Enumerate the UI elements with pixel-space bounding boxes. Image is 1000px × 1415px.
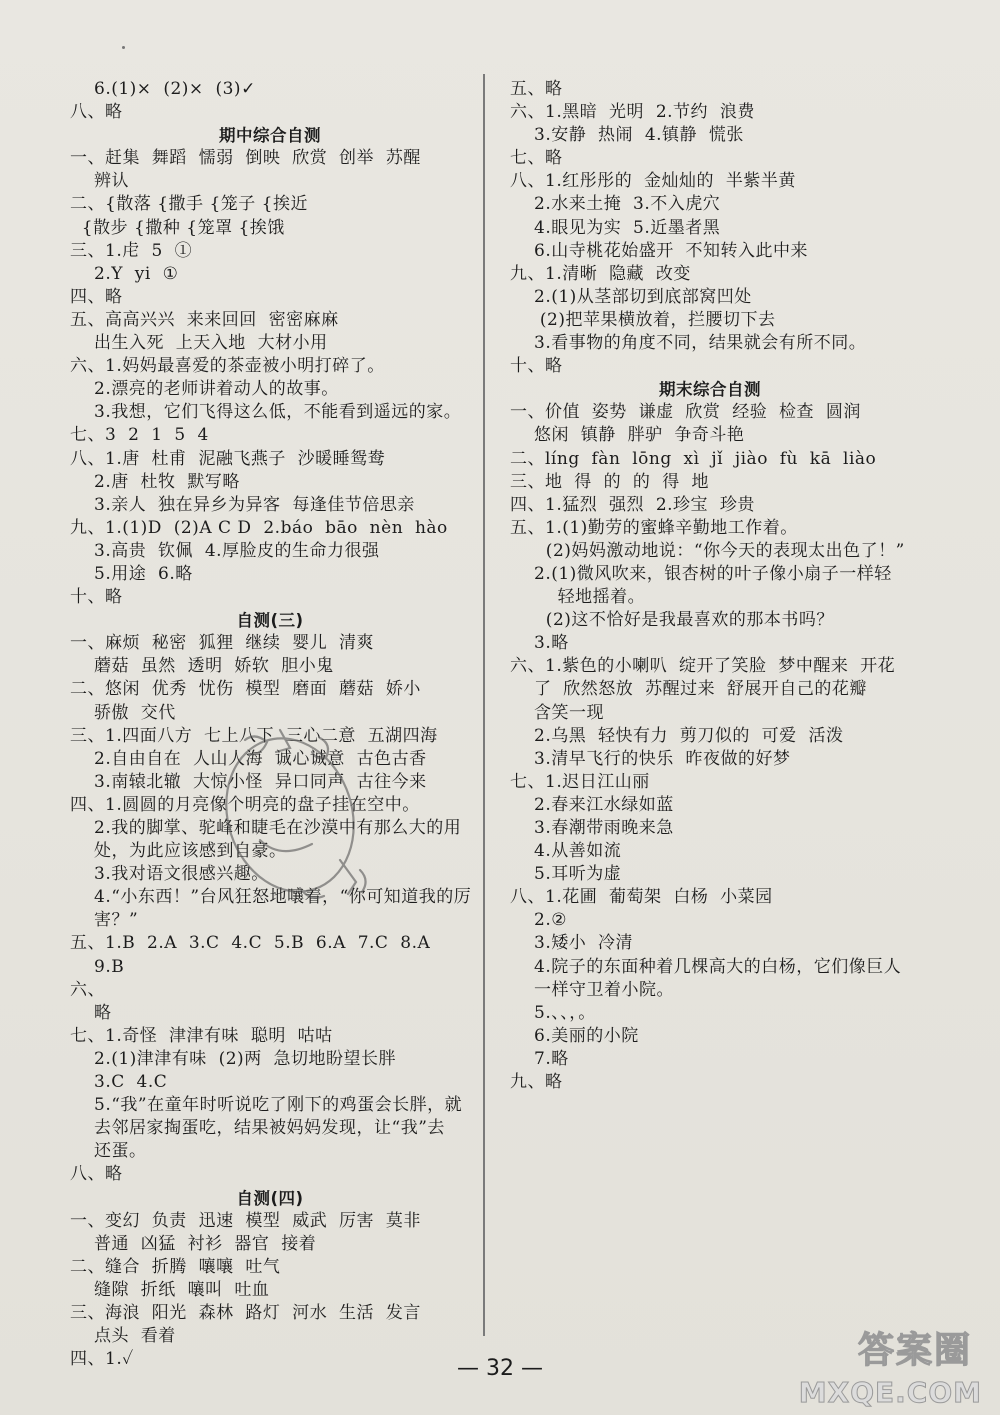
answer-line: 七、略	[510, 148, 563, 169]
column-divider	[483, 74, 485, 1336]
answer-line: 八、略	[70, 102, 123, 123]
answer-line: (2)妈妈激动地说：“你今天的表现太出色了！”	[534, 540, 905, 561]
answer-line: 2.(1)微风吹来，银杏树的叶子像小扇子一样轻	[534, 563, 892, 584]
answer-line: 八、1.花圃 葡萄架 白杨 小菜园	[510, 887, 773, 908]
answer-line: (2)这不恰好是我最喜欢的那本书吗？	[534, 610, 834, 631]
answer-line: 害？”	[94, 910, 139, 931]
answer-line: 七、1.奇怪 津津有味 聪明 咕咕	[70, 1025, 333, 1046]
answer-line: 3.清早飞行的快乐 昨夜做的好梦	[534, 748, 791, 769]
watermark-logo-text: 答案圈	[857, 1330, 972, 1371]
answer-line: 4.院子的东面种着几棵高大的白杨，它们像巨人	[534, 956, 902, 977]
answer-line: 2.自由自在 人山人海 诚心诚意 古色古香	[94, 748, 427, 769]
answer-line: 四、略	[70, 286, 123, 307]
answer-line: 蘑菇 虽然 透明 娇软 胆小鬼	[94, 656, 334, 677]
answer-line: 5.、、，。	[534, 1002, 596, 1023]
answer-line: 三、海浪 阳光 森林 路灯 河水 生活 发言	[70, 1302, 421, 1323]
answer-line: 3.南辕北辙 大惊小怪 异口同声 古往今来	[94, 771, 427, 792]
page-number-text: — 32 —	[457, 1356, 543, 1381]
answer-line: 二、悠闲 优秀 忧伤 模型 磨面 蘑菇 娇小	[70, 679, 421, 700]
answer-line: 6.山寺桃花始盛开 不知转入此中来	[534, 240, 809, 261]
answer-line: 二、{散落 {撒手 {笼子 {挨近	[70, 194, 308, 215]
answer-line: 五、高高兴兴 来来回回 密密麻麻	[70, 309, 339, 330]
answer-line: 四、1.✓	[70, 1349, 134, 1370]
answer-line: 处，为此应该感到自豪。	[94, 841, 287, 862]
answer-line: 普通 凶猛 衬衫 器官 接着	[94, 1233, 317, 1254]
answer-line: 五、略	[510, 79, 563, 99]
answer-line: 七、3 2 1 5 4	[70, 425, 209, 446]
answer-line: 2.漂亮的老师讲着动人的故事。	[94, 379, 339, 400]
answer-line: 4.眼见为实 5.近墨者黑	[534, 217, 721, 238]
answer-line: 辨认	[94, 171, 129, 192]
answer-line: 一、麻烦 秘密 狐狸 继续 婴儿 清爽	[70, 633, 375, 654]
answer-line: 2.我的脚掌、驼峰和睫毛在沙漠中有那么大的用	[94, 818, 462, 838]
answer-line: 六、1.紫色的小喇叭 绽开了笑脸 梦中醒来 开花	[510, 656, 896, 677]
answer-line: 2.春来江水绿如蓝	[534, 794, 674, 815]
answer-line: 7.略	[534, 1048, 569, 1069]
answer-line: 含笑一现	[534, 702, 604, 723]
answer-line: 八、略	[70, 1164, 123, 1185]
answer-line: 3.略	[534, 633, 569, 654]
answer-line: 3.我对语文很感兴趣。	[94, 864, 269, 885]
answer-line: 九、1.(1)D (2)A C D 2.báo bāo nèn hào	[70, 517, 448, 538]
handwritten-stamp	[190, 720, 390, 920]
answer-line: 二、缝合 折腾 嚷嚷 吐气	[70, 1256, 281, 1277]
answer-line: 3.C 4.C	[94, 1072, 168, 1093]
answer-line: 3.亲人 独在异乡为异客 每逢佳节倍思亲	[94, 494, 415, 515]
answer-line: 4.从善如流	[534, 841, 622, 862]
answer-line: 6.(1)× (2)× (3)✓	[94, 79, 256, 99]
answer-line: 点头 看着	[94, 1326, 176, 1347]
answer-line: 三、1.虍 5 ①	[70, 240, 193, 261]
answer-line: 五、1.(1)勤劳的蜜蜂辛勤地工作着。	[510, 517, 798, 538]
answer-line: 六、1.黑暗 光明 2.节约 浪费	[510, 102, 755, 123]
answer-line: 5.耳听为虚	[534, 864, 622, 885]
answer-line: 六、	[70, 979, 105, 1000]
answer-line: 五、1.B 2.A 3.C 4.C 5.B 6.A 7.C 8.A	[70, 933, 431, 954]
answer-line: 三、地 得 的 的 得 地	[510, 471, 710, 492]
answer-line: 十、略	[510, 356, 563, 377]
answer-line: 三、1.四面八方 七上八下 三心二意 五湖四海	[70, 725, 438, 746]
answer-line: 二、líng fàn lōng xì jǐ jiào fù kā liào	[510, 448, 877, 469]
answer-line: 四、1.猛烈 强烈 2.珍宝 珍贵	[510, 494, 755, 515]
section-heading: 期中综合自测	[219, 126, 321, 146]
answer-line: 3.看事物的角度不同，结果就会有所不同。	[534, 333, 867, 354]
answer-line: 一、赶集 舞蹈 懦弱 倒映 欣赏 创举 苏醒	[70, 148, 421, 169]
answer-line: 八、1.唐 杜甫 泥融飞燕子 沙暖睡鸳鸯	[70, 448, 386, 469]
answer-line: 5.用途 6.略	[94, 563, 193, 584]
answer-line: 六、1.妈妈最喜爱的茶壶被小明打碎了。	[70, 356, 385, 377]
answer-line: 3.我想，它们飞得这么低，不能看到遥远的家。	[94, 402, 462, 423]
answer-line: 3.高贵 钦佩 4.厚脸皮的生命力很强	[94, 540, 380, 561]
answer-line: 3.春潮带雨晚来急	[534, 818, 674, 838]
section-heading: 自测(四)	[236, 1188, 304, 1208]
answer-line: 九、略	[510, 1072, 563, 1093]
answer-line: 2.Y yi ①	[94, 263, 179, 284]
answer-line: 2.唐 杜牧 默写略	[94, 471, 240, 492]
answer-line: 一、价值 姿势 谦虚 欣赏 经验 检查 圆润	[510, 402, 861, 423]
section-heading: 自测(三)	[236, 611, 304, 631]
answer-line: 轻地摇着。	[534, 587, 646, 608]
answer-line: 还蛋。	[94, 1141, 147, 1162]
answer-line: {散步 {撒种 {笼罩 {挨饿	[70, 217, 285, 238]
print-speck	[122, 46, 125, 49]
answer-line: 3.矮小 冷清	[534, 933, 634, 954]
answer-line: 悠闲 镇静 胖驴 争奇斗艳	[534, 425, 745, 446]
answer-line: 略	[94, 1002, 112, 1023]
answer-line: 了 欣然怒放 苏醒过来 舒展开自己的花瓣	[534, 679, 867, 700]
answer-line: 骄傲 交代	[94, 702, 176, 723]
watermark-url-text: MXQE.COM	[798, 1376, 982, 1409]
answer-line: 缝隙 折纸 嚷叫 吐血	[94, 1279, 270, 1300]
right-column	[510, 78, 910, 1094]
answer-line: 2.(1)津津有味 (2)两 急切地盼望长胖	[94, 1048, 396, 1069]
answer-line: 6.美丽的小院	[534, 1025, 639, 1046]
answer-line: 2.乌黑 轻快有力 剪刀似的 可爱 活泼	[534, 725, 844, 746]
answer-line: 5.“我”在童年时听说吃了刚下的鸡蛋会长胖，就	[94, 1095, 463, 1116]
answer-line: 一样守卫着小院。	[534, 979, 674, 1000]
answer-line: 3.安静 热闹 4.镇静 慌张	[534, 125, 744, 146]
answer-line: 一、变幻 负责 迅速 模型 威武 厉害 莫非	[70, 1210, 421, 1231]
answer-line: 四、1.圆圆的月亮像个明亮的盘子挂在空中。	[70, 794, 420, 815]
answer-line: 八、1.红彤彤的 金灿灿的 半紫半黄	[510, 171, 796, 192]
answer-line: (2)把苹果横放着，拦腰切下去	[534, 309, 776, 330]
answer-line: 2.水来土掩 3.不入虎穴	[534, 194, 721, 215]
answer-line: 9.B	[94, 956, 125, 977]
answer-line: 2.(1)从茎部切到底部窝凹处	[534, 286, 752, 307]
section-heading: 期末综合自测	[659, 380, 761, 400]
answer-line: 4.“小东西！”台风狂怒地嚷着，“你可知道我的厉	[94, 887, 472, 908]
answer-line: 出生入死 上天入地 大材小用	[94, 333, 328, 354]
answer-line: 去邻居家掏蛋吃，结果被妈妈发现，让“我”去	[94, 1118, 445, 1139]
answer-line: 九、1.清晰 隐藏 改变	[510, 263, 691, 284]
answer-line: 2.②	[534, 910, 567, 931]
answer-line: 十、略	[70, 587, 123, 608]
answer-line: 七、1.迟日江山丽	[510, 771, 650, 792]
